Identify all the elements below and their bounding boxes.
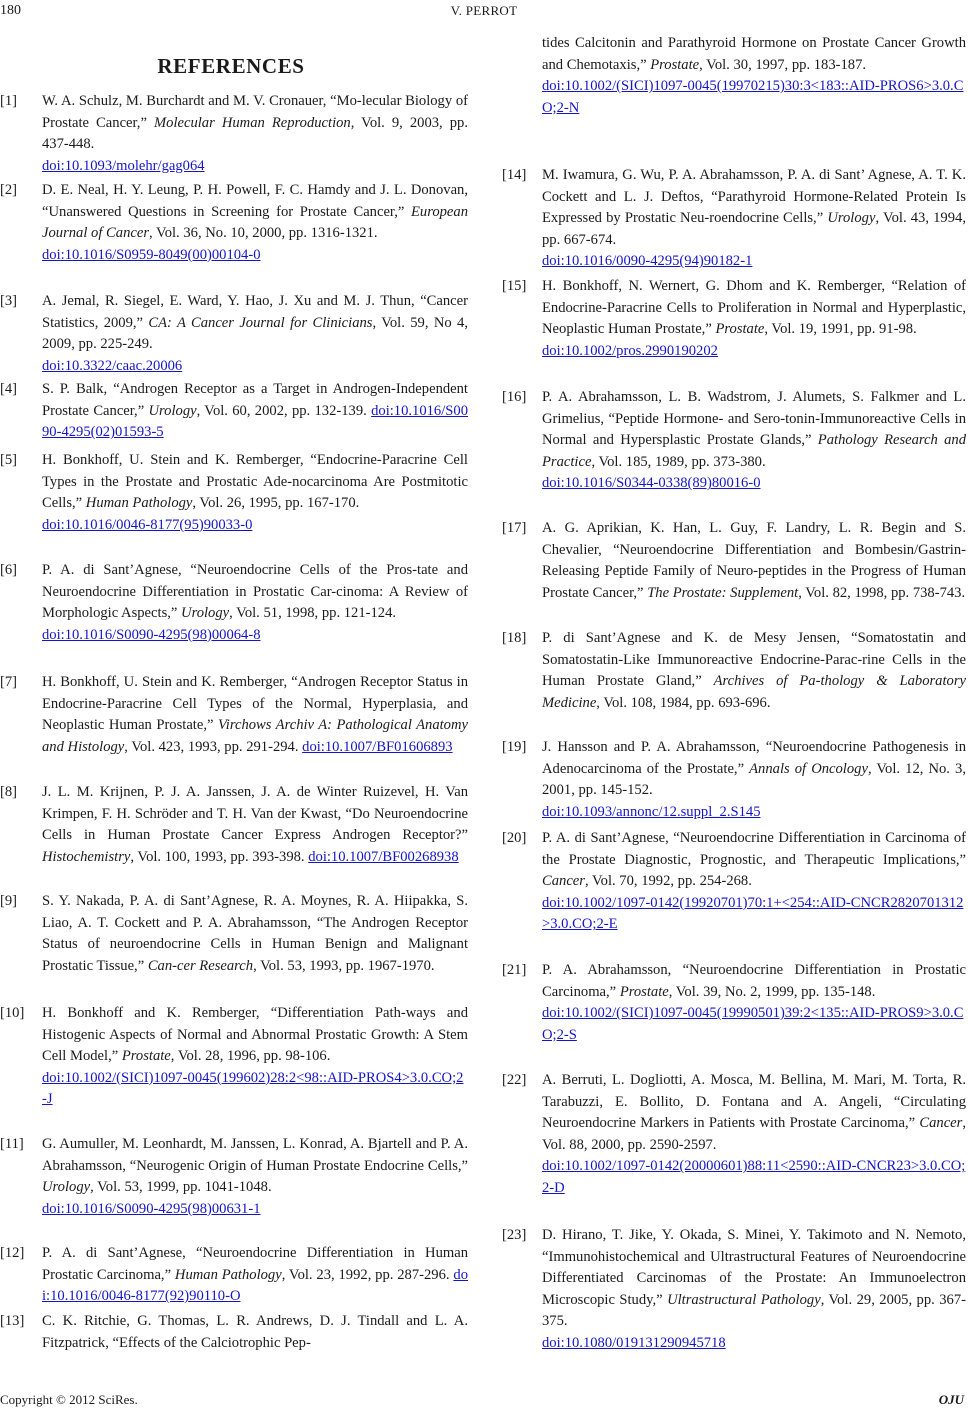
reference-text: J. L. M. Krijnen, P. J. A. Janssen, J. A. de Winter Ruizevel, H. Van Krimpen, F. H. Schröder and T. H. Van der Kwast, “Do Neuroendocrine Cells in Human Prostate Cancer Express Androgen Receptor?” Histochemistry, Vol. 100, 1993, pp. 393-398. doi:10.1007/BF00268938	[42, 784, 468, 865]
doi-link[interactable]: doi:10.1016/S0090-4295(02)01593-5	[42, 402, 468, 441]
reference-item	[0, 1134, 468, 1220]
reference-text: H. Bonkhoff and K. Remberger, “Differentiation Path-ways and Histogenic Aspects of Normal and Abnormal Prostatic Growth: A Stem Cell Model,” Prostate, Vol. 28, 1996, pp. 98-106. doi:10.1002/(SICI)1097-0045(199602)28:2<98::AID-PROS4>3.0.CO;2-J	[42, 1005, 468, 1108]
reference-text: P. A. Abrahamsson, “Neuroendocrine Differentiation in Prostatic Carcinoma,” Prostate, Vol. 39, No. 2, 1999, pp. 135-148. doi:10.1002/(SICI)1097-0045(19990501)39:2<135::AID-PROS9>3.0.CO;2-S	[542, 962, 966, 1043]
reference-number: [7]	[0, 674, 18, 690]
doi-link[interactable]: doi:10.1002/(SICI)1097-0045(199602)28:2<98::AID-PROS4>3.0.CO;2-J	[42, 1069, 464, 1108]
references-heading: REFERENCES	[157, 54, 305, 78]
running-head-author: V. PERROT	[450, 3, 518, 18]
reference-text: J. Hansson and P. A. Abrahamsson, “Neuroendocrine Pathogenesis in Adenocarcinoma of the Prostate,” Annals of Oncology, Vol. 12, No. 3, 2001, pp. 145-152. doi:10.1093/annonc/12.suppl_2.S145	[542, 739, 966, 820]
reference-item	[0, 1311, 468, 1354]
reference-text: S. P. Balk, “Androgen Receptor as a Target in Androgen-Independent Prostate Cancer,” Urology, Vol. 60, 2002, pp. 132-139. doi:10.1016/S0090-4295(02)01593-5	[42, 381, 468, 441]
reference-text: P. A. Abrahamsson, L. B. Wadstrom, J. Alumets, S. Falkmer and L. Grimelius, “Peptide Hormone- and Sero-tonin-Immunoreactive Cells in Normal and Hypersplastic Prostate Glands,” Pathology Research and Practice, Vol. 185, 1989, pp. 373-380. doi:10.1016/S0344-0338(89)80016-0	[542, 389, 966, 492]
journal-title: The Prostate: Supplement	[647, 584, 799, 601]
journal-title: CA: A Cancer Journal for Clinicians	[148, 314, 373, 331]
reference-13-continued: tides Calcitonin and Parathyroid Hormone on Prostate Cancer Growth and Chemotaxis,” Prostate, Vol. 30, 1997, pp. 183-187. doi:10.1002/(SICI)1097-0045(19970215)30:3<183::AID-PROS6>3.0.CO;2-N	[542, 35, 966, 116]
reference-number: [3]	[0, 293, 18, 309]
reference-number: [6]	[0, 562, 18, 578]
reference-number: [15]	[502, 278, 527, 294]
doi-link[interactable]: doi:10.1016/0046-8177(92)90110-O	[42, 1266, 468, 1305]
doi-link[interactable]: doi:10.1093/molehr/gag064	[42, 157, 205, 174]
reference-item	[0, 91, 468, 177]
journal-abbrev: OJU	[938, 1392, 964, 1407]
reference-text: C. K. Ritchie, G. Thomas, L. R. Andrews, D. J. Tindall and L. A. Fitzpatrick, “Effects of the Calciotrophic Pep-	[42, 1313, 468, 1351]
doi-link[interactable]: doi:10.1007/BF00268938	[308, 848, 459, 865]
journal-title: Urology	[42, 1179, 91, 1196]
reference-number: [22]	[502, 1072, 527, 1088]
reference-item	[502, 960, 966, 1046]
reference-item	[0, 560, 468, 646]
reference-number: [11]	[0, 1136, 24, 1152]
journal-title: Urology	[181, 605, 230, 622]
reference-number: [5]	[0, 452, 18, 468]
reference-number: [10]	[0, 1005, 25, 1021]
page-number: 180	[0, 3, 21, 18]
journal-title: Prostate	[715, 321, 765, 338]
reference-item	[502, 828, 966, 936]
reference-number: [19]	[502, 739, 527, 755]
reference-item	[502, 1070, 966, 1200]
reference-number: [8]	[0, 784, 18, 800]
reference-item	[502, 628, 966, 714]
doi-link[interactable]: doi:10.1002/1097-0142(19920701)70:1+<254::AID-CNCR2820701312>3.0.CO;2-E	[542, 894, 964, 933]
journal-title: Ultrastructural Pathology	[667, 1291, 821, 1308]
doi-link[interactable]: doi:10.1002/pros.2990190202	[542, 342, 718, 359]
reference-number: [4]	[0, 381, 18, 397]
journal-title: Cancer	[542, 873, 585, 890]
doi-link[interactable]: doi:10.1002/(SICI)1097-0045(19970215)30:3<183::AID-PROS6>3.0.CO;2-N	[542, 78, 964, 116]
doi-link[interactable]: doi:10.1016/0090-4295(94)90182-1	[542, 253, 753, 270]
reference-item	[502, 387, 966, 495]
reference-text: H. Bonkhoff, U. Stein and K. Remberger, “Androgen Receptor Status in Endocrine-Paracrine Cell Types of the Normal, Hyperplasia, and Neoplastic Human Prostate,” Virchows Archiv A: Pathological Anatomy and Histology, Vol. 423, 1993, pp. 291-294. doi:10.1007/BF01606893	[42, 674, 468, 755]
reference-text: A. Berruti, L. Dogliotti, A. Mosca, M. Bellina, M. Mari, M. Torta, R. Tarabuzzi, E. Bollito, D. Fontana and A. Angeli, “Circulating Neuroendocrine Markers in Patients with Prostate Carcinoma,” Cancer, Vol. 88, 2000, pp. 2590-2597. doi:10.1002/1097-0142(20000601)88:11<2590::AID-CNCR23>3.0.CO;2-D	[542, 1072, 966, 1196]
reference-number: [13]	[0, 1313, 25, 1329]
reference-text: P. A. di Sant’Agnese, “Neuroendocrine Cells of the Pros-tate and Neuroendocrine Differentiation in Prostatic Car-cinoma: A Review of Morphologic Aspects,” Urology, Vol. 51, 1998, pp. 121-124. doi:10.1016/S0090-4295(98)00064-8	[42, 562, 468, 643]
copyright-notice: Copyright © 2012 SciRes.	[0, 1392, 138, 1407]
journal-title: Histochemistry	[42, 848, 131, 865]
reference-text: A. G. Aprikian, K. Han, L. Guy, F. Landry, L. R. Begin and S. Chevalier, “Neuroendocrine Differentiation and Bombesin/Gastrin-Releasing Peptide Family of Neuro-peptides in the Progress of Human Prostate Cancer,” The Prostate: Supplement, Vol. 82, 1998, pp. 738-743.	[542, 520, 966, 601]
reference-text: P. A. di Sant’Agnese, “Neuroendocrine Differentiation in Carcinoma of the Prostate Diagnostic, Prognostic, and Therapeutic Implications,” Cancer, Vol. 70, 1992, pp. 254-268. doi:10.1002/1097-0142(19920701)70:1+<254::AID-CNCR2820701312>3.0.CO;2-E	[542, 830, 966, 933]
reference-number: [16]	[502, 389, 527, 405]
journal-title: Human Pathology	[85, 495, 193, 512]
doi-link[interactable]: doi:10.1016/S0090-4295(98)00631-1	[42, 1200, 261, 1217]
reference-item	[502, 165, 966, 273]
journal-title: Cancer	[919, 1115, 963, 1132]
reference-number: [23]	[502, 1227, 527, 1243]
journal-title: Molecular Human Reproduction	[153, 114, 351, 131]
doi-link[interactable]: doi:10.1016/S0344-0338(89)80016-0	[542, 475, 761, 492]
reference-item	[0, 782, 468, 868]
reference-item	[0, 379, 468, 444]
reference-text: P. di Sant’Agnese and K. de Mesy Jensen, “Somatostatin and Somatostatin-Like Immunoreactive Endocrine-Parac-rine Cells in the Human Prostate Gland,” Archives of Pa-thology & Laboratory Medicine, Vol. 108, 1984, pp. 693-696.	[542, 630, 966, 711]
reference-text: G. Aumuller, M. Leonhardt, M. Janssen, L. Konrad, A. Bjartell and P. A. Abrahamsson, “Neurogenic Origin of Human Prostate Endocrine Cells,” Urology, Vol. 53, 1999, pp. 1041-1048. doi:10.1016/S0090-4295(98)00631-1	[42, 1136, 468, 1217]
reference-item	[502, 1225, 966, 1355]
reference-text: M. Iwamura, G. Wu, P. A. Abrahamsson, P. A. di Sant’ Agnese, A. T. K. Cockett and L. J. Deftos, “Parathyroid Hormone-Related Protein Is Expressed by Prostatic Neu-roendocrine Cells,” Urology, Vol. 43, 1994, pp. 667-674. doi:10.1016/0090-4295(94)90182-1	[542, 167, 966, 270]
journal-title: Human Pathology	[174, 1266, 282, 1283]
reference-text: W. A. Schulz, M. Burchardt and M. V. Cronauer, “Mo-lecular Biology of Prostate Cancer,” Molecular Human Reproduction, Vol. 9, 2003, pp. 437-448. doi:10.1093/molehr/gag064	[42, 93, 468, 174]
doi-link[interactable]: doi:10.1016/S0090-4295(98)00064-8	[42, 626, 261, 643]
journal-title: Archives of Pa-thology & Laboratory Medicine	[542, 673, 966, 711]
journal-title: Urology	[827, 210, 876, 227]
journal-title: Can-cer Research	[147, 957, 254, 974]
reference-item	[502, 276, 966, 362]
reference-number: [2]	[0, 182, 18, 198]
reference-text: D. E. Neal, H. Y. Leung, P. H. Powell, F. C. Hamdy and J. L. Donovan, “Unanswered Questions in Screening for Prostate Cancer,” European Journal of Cancer, Vol. 36, No. 10, 2000, pp. 1316-1321. doi:10.1016/S0959-8049(00)00104-0	[42, 182, 468, 263]
journal-title: Annals of Oncology	[749, 760, 868, 777]
reference-item	[0, 1243, 468, 1308]
reference-item	[0, 1003, 468, 1111]
reference-number: [17]	[502, 520, 527, 536]
journal-title: Urology	[148, 402, 197, 419]
doi-link[interactable]: doi:10.1007/BF01606893	[302, 738, 453, 755]
journal-title: Virchows Archiv A: Pathological Anatomy and Histology	[42, 717, 468, 755]
doi-link[interactable]: doi:10.3322/caac.20006	[42, 357, 183, 374]
reference-text: H. Bonkhoff, U. Stein and K. Remberger, “Endocrine-Paracrine Cell Types in the Prostate and Prostatic Ade-nocarcinoma Are Postmitotic Cells,” Human Pathology, Vol. 26, 1995, pp. 167-170. doi:10.1016/0046-8177(95)90033-0	[42, 452, 468, 533]
doi-link[interactable]: doi:10.1016/0046-8177(95)90033-0	[42, 516, 253, 533]
reference-item	[0, 672, 468, 758]
reference-item	[0, 891, 468, 977]
reference-number: [1]	[0, 93, 18, 109]
reference-text: A. Jemal, R. Siegel, E. Ward, Y. Hao, J. Xu and M. J. Thun, “Cancer Statistics, 2009,” CA: A Cancer Journal for Clinicians, Vol. 59, No 4, 2009, pp. 225-249. doi:10.3322/caac.20006	[42, 293, 468, 374]
reference-text: H. Bonkhoff, N. Wernert, G. Dhom and K. Remberger, “Relation of Endocrine-Paracrine Cells to Proliferation in Normal and Hyperplastic, Neoplastic Human Prostate,” Prostate, Vol. 19, 1991, pp. 91-98. doi:10.1002/pros.2990190202	[542, 278, 966, 359]
reference-number: [20]	[502, 830, 527, 846]
reference-text: P. A. di Sant’Agnese, “Neuroendocrine Differentiation in Human Prostatic Carcinoma,” Human Pathology, Vol. 23, 1992, pp. 287-296. doi:10.1016/0046-8177(92)90110-O	[42, 1245, 468, 1305]
reference-text: D. Hirano, T. Jike, Y. Okada, S. Minei, Y. Takimoto and N. Nemoto, “Immunohistochemical and Ultrastructural Features of Neuroendocrine Differentiated Carcinomas of the Prostate: An Immunoelectron Microscopic Study,” Ultrastructural Pathology, Vol. 29, 2005, pp. 367-375. doi:10.1080/019131290945718	[542, 1227, 966, 1351]
doi-link[interactable]: doi:10.1002/1097-0142(20000601)88:11<2590::AID-CNCR23>3.0.CO;2-D	[542, 1158, 966, 1196]
doi-link[interactable]: doi:10.1080/019131290945718	[542, 1334, 726, 1351]
reference-item	[502, 518, 966, 604]
reference-item	[0, 291, 468, 377]
reference-item	[0, 180, 468, 266]
reference-number: [9]	[0, 893, 18, 909]
reference-number: [18]	[502, 630, 527, 646]
reference-number: [12]	[0, 1245, 25, 1261]
doi-link[interactable]: doi:10.1016/S0959-8049(00)00104-0	[42, 246, 261, 263]
journal-title: European Journal of Cancer	[42, 203, 468, 242]
reference-number: [14]	[502, 167, 527, 183]
journal-title: Pathology Research and Practice	[542, 432, 966, 470]
doi-link[interactable]: doi:10.1093/annonc/12.suppl_2.S145	[542, 803, 761, 820]
reference-number: [21]	[502, 962, 527, 978]
doi-link[interactable]: doi:10.1002/(SICI)1097-0045(19990501)39:2<135::AID-PROS9>3.0.CO;2-S	[542, 1005, 964, 1043]
reference-text: S. Y. Nakada, P. A. di Sant’Agnese, R. A. Moynes, R. A. Hiipakka, S. Liao, A. T. Cockett and P. A. Abrahamsson, “The Androgen Receptor Status of neuroendocrine Cells in Human Benign and Malignant Prostatic Tissue,” Can-cer Research, Vol. 53, 1993, pp. 1967-1970.	[42, 893, 468, 974]
reference-item	[0, 450, 468, 536]
reference-item	[502, 737, 966, 823]
journal-title: Prostate	[121, 1048, 171, 1065]
journal-title: Prostate	[619, 983, 669, 1000]
